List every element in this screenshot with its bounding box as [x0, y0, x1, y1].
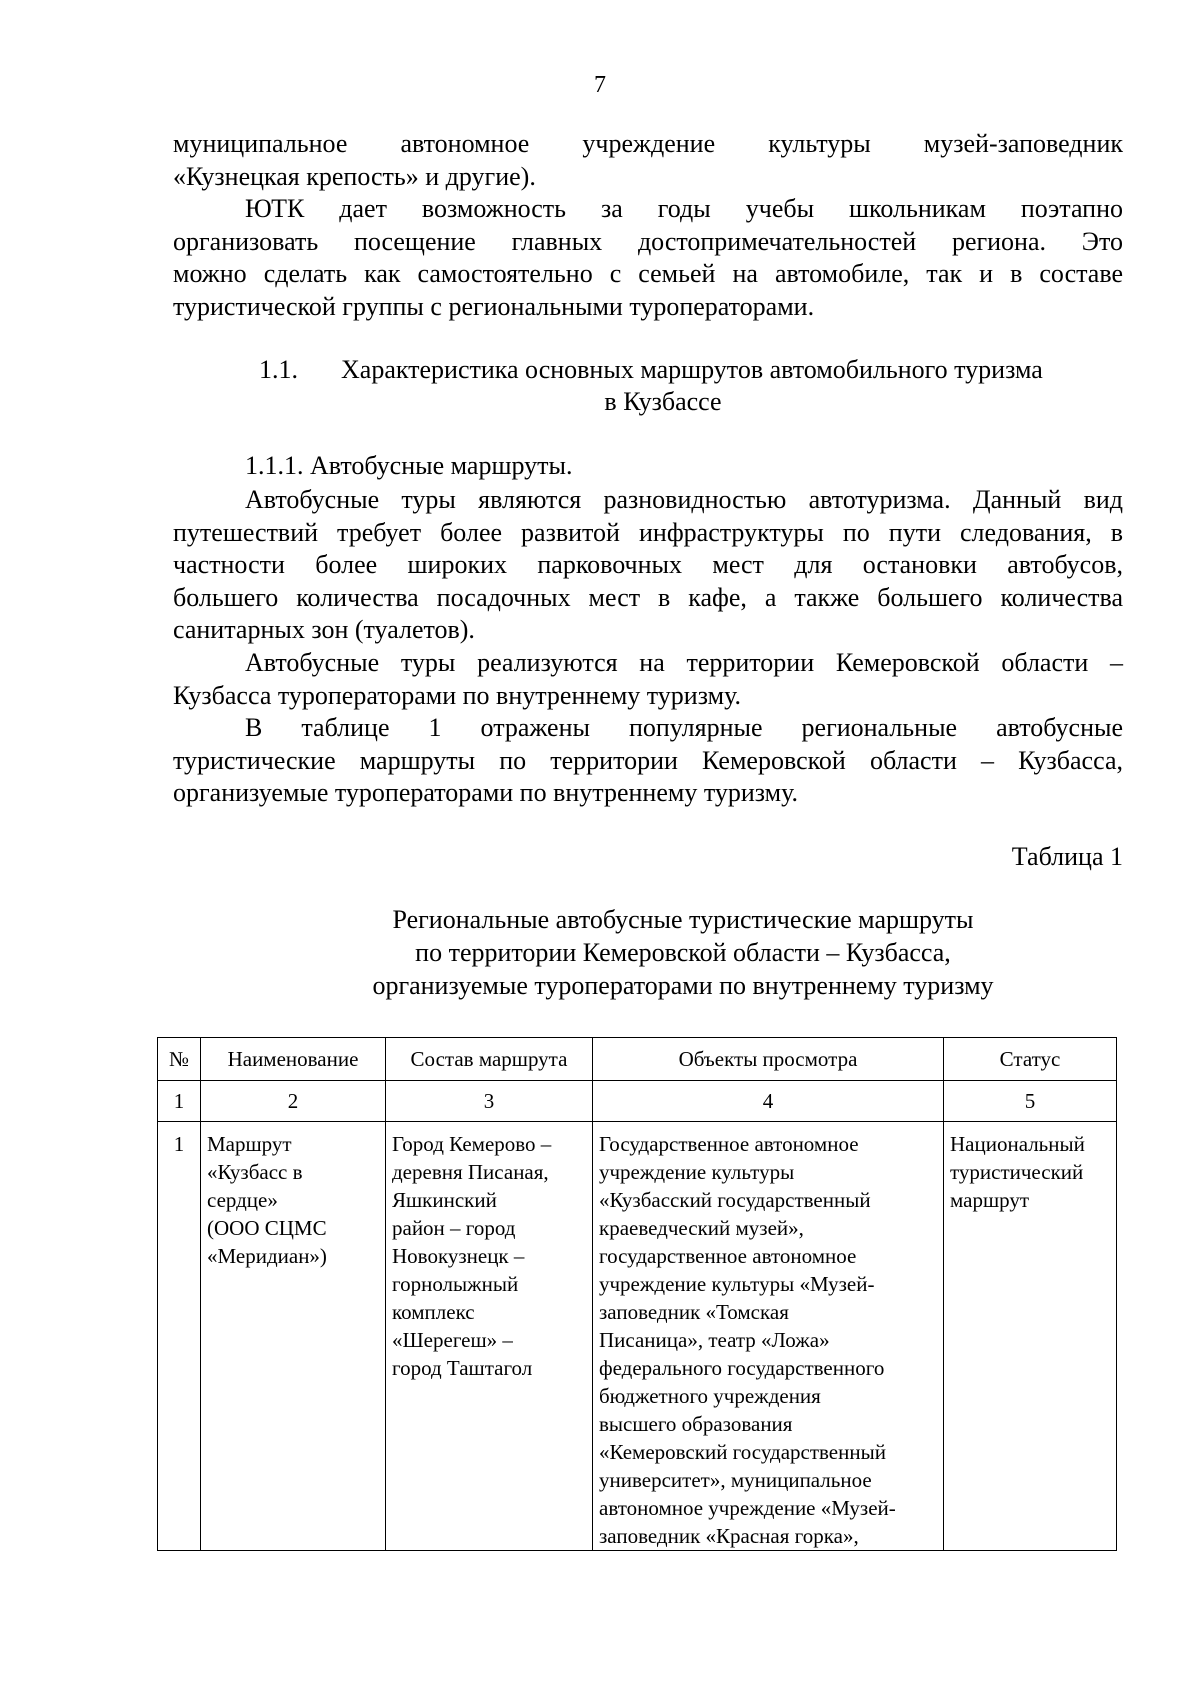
text-line: туристической группы с региональными туроператорами.: [173, 291, 815, 321]
text-line: Кузбасса туроператорами по внутреннему туризму.: [173, 680, 741, 710]
cell-line: «Кузбасский государственный: [599, 1188, 871, 1212]
cell-line: сердце»: [207, 1188, 278, 1212]
route-composition-cell: [386, 1122, 593, 1551]
column-number: 4: [593, 1081, 944, 1122]
column-number: 2: [201, 1081, 386, 1122]
column-number: 1: [158, 1081, 201, 1122]
cell-line: (ООО СЦМС: [207, 1216, 327, 1240]
column-number: 5: [944, 1081, 1117, 1122]
status-cell: [944, 1122, 1117, 1551]
cell-line: университет», муниципальное: [599, 1468, 872, 1492]
cell-line: Национальный: [950, 1132, 1085, 1156]
objects-cell: [593, 1122, 944, 1551]
cell-line: деревня Писаная,: [392, 1160, 549, 1184]
row-number: 1: [158, 1122, 201, 1551]
intro-paragraph: [173, 128, 1123, 193]
column-number: 3: [386, 1081, 593, 1122]
header-name: Наименование: [201, 1038, 386, 1081]
cell-line: заповедник «Красная горка»,: [599, 1524, 859, 1548]
cell-line: автономное учреждение «Музей-: [599, 1496, 896, 1520]
section-number: 1.1.: [259, 355, 298, 384]
section-heading: [173, 354, 1123, 418]
cell-line: Маршрут: [207, 1132, 292, 1156]
header-objects: Объекты просмотра: [593, 1038, 944, 1081]
ytk-paragraph: [173, 193, 1123, 323]
text-line: Автобусные туры являются разновидностью автотуризма. Данный вид: [245, 485, 1123, 514]
cell-line: «Кемеровский государственный: [599, 1440, 886, 1464]
cell-line: краеведческий музей»,: [599, 1216, 804, 1240]
column-number-row: [158, 1081, 1117, 1122]
cell-line: учреждение культуры «Музей-: [599, 1272, 875, 1296]
bus-tours-paragraph: [173, 484, 1123, 647]
table-row: [158, 1122, 1117, 1551]
cell-line: комплекс: [392, 1300, 475, 1324]
header-number: №: [158, 1038, 201, 1081]
text-line: ЮТК дает возможность за годы учебы школьникам поэтапно: [245, 194, 1123, 223]
cell-line: город Таштагол: [392, 1356, 533, 1380]
text-line: можно сделать как самостоятельно с семьей на автомобиле, так и в составе: [173, 259, 1123, 288]
cell-line: Писаница», театр «Ложа»: [599, 1328, 830, 1352]
cell-line: район – город: [392, 1216, 516, 1240]
table-title-line: организуемые туроператорами по внутреннему туризму: [372, 971, 994, 1000]
cell-line: учреждение культуры: [599, 1160, 795, 1184]
text-line: организуемые туроператорами по внутреннему туризму.: [173, 778, 799, 807]
table-header-row: [158, 1038, 1117, 1081]
cell-line: «Меридиан»): [207, 1244, 327, 1268]
cell-line: бюджетного учреждения: [599, 1384, 821, 1408]
text-line: путешествий требует более развитой инфраструктуры по пути следования, в: [173, 517, 1123, 547]
text-line: большего количества посадочных мест в кафе, а также большего количества: [173, 582, 1123, 612]
cell-line: заповедник «Томская: [599, 1300, 789, 1324]
table-title: [173, 903, 1193, 1002]
text-line: туристические маршруты по территории Кемеровской области – Кузбасса,: [173, 745, 1123, 775]
text-line: В таблице 1 отражены популярные региональные автобусные: [245, 713, 1123, 742]
table-title-line: Региональные автобусные туристические маршруты: [392, 905, 974, 934]
route-name-cell: [201, 1122, 386, 1551]
section-title: Характеристика основных маршрутов автомобильного туризма: [341, 355, 1043, 384]
realization-paragraph: [173, 647, 1123, 712]
cell-line: государственное автономное: [599, 1244, 857, 1268]
subsection-heading: 1.1.1. Автобусные маршруты.: [245, 451, 573, 480]
table-caption: Таблица 1: [1011, 842, 1123, 871]
cell-line: федерального государственного: [599, 1356, 885, 1380]
text-line: муниципальное автономное учреждение культуры музей-заповедник: [173, 129, 1123, 158]
routes-table: [157, 1037, 1117, 1551]
cell-line: Новокузнецк –: [392, 1244, 525, 1268]
text-line: Автобусные туры реализуются на территории Кемеровской области –: [245, 648, 1123, 677]
section-title-line2: в Кузбассе: [604, 387, 722, 416]
cell-line: Яшкинский: [392, 1188, 497, 1212]
cell-line: «Шерегеш» –: [392, 1328, 513, 1352]
cell-line: маршрут: [950, 1188, 1030, 1212]
text-line: «Кузнецкая крепость» и другие).: [173, 161, 536, 191]
text-line: санитарных зон (туалетов).: [173, 615, 475, 644]
cell-line: горнолыжный: [392, 1272, 519, 1296]
cell-line: Город Кемерово –: [392, 1132, 552, 1156]
cell-line: высшего образования: [599, 1412, 793, 1436]
table-reference-paragraph: [173, 712, 1123, 810]
cell-line: «Кузбасс в: [207, 1160, 303, 1184]
header-status: Статус: [944, 1038, 1117, 1081]
text-line: организовать посещение главных достопримечательностей региона. Это: [173, 226, 1123, 256]
header-route: Состав маршрута: [386, 1038, 593, 1081]
text-line: частности более широких парковочных мест для остановки автобусов,: [173, 550, 1123, 579]
table-title-line: по территории Кемеровской области – Кузбасса,: [415, 938, 951, 967]
page-number: 7: [594, 72, 606, 98]
cell-line: Государственное автономное: [599, 1132, 859, 1156]
cell-line: туристический: [950, 1160, 1084, 1184]
